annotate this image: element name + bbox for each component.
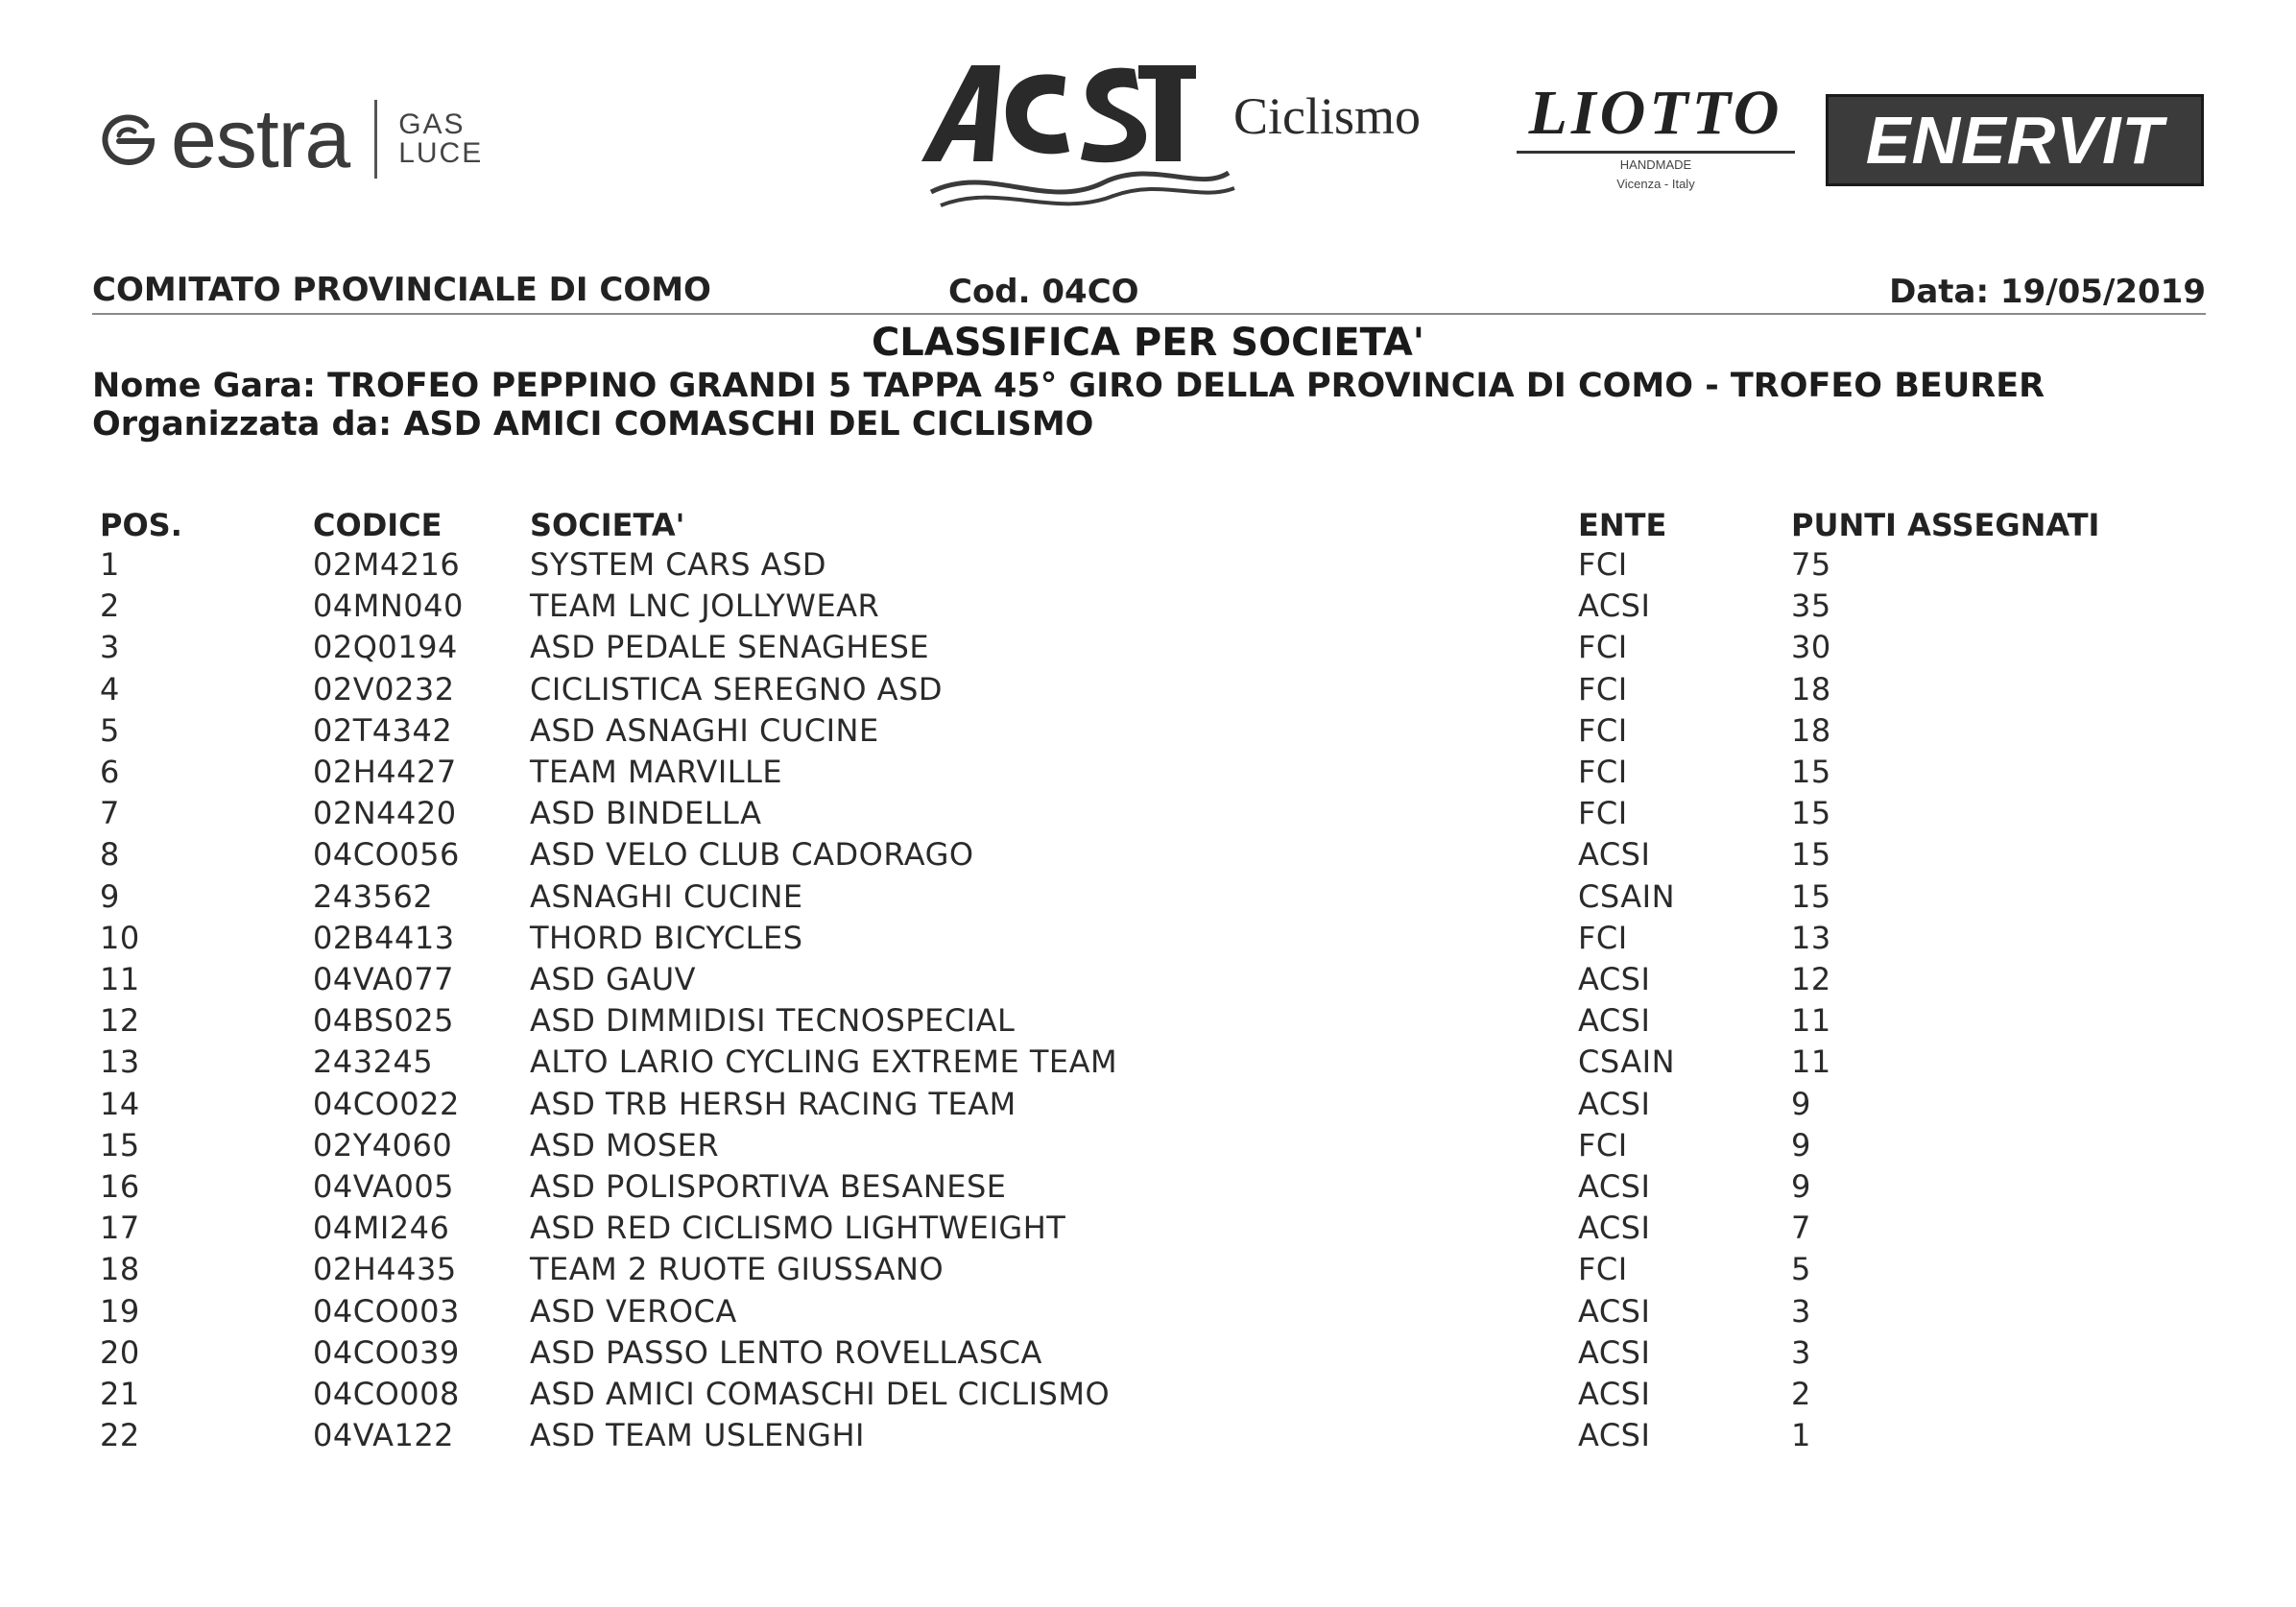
cell-ente: FCI xyxy=(1578,919,1628,956)
cell-ente: ACSI xyxy=(1578,1085,1651,1122)
cell-codice: 02H4427 xyxy=(313,754,457,790)
cell-societa: CICLISTICA SEREGNO ASD xyxy=(530,670,944,708)
cell-codice: 04CO008 xyxy=(313,1376,460,1412)
cell-codice: 02N4420 xyxy=(313,795,457,832)
cell-codice: 04CO022 xyxy=(313,1085,460,1122)
race-name: Nome Gara: TROFEO PEPPINO GRANDI 5 TAPPA 45° GIRO DELLA PROVINCIA DI COMO - TROFEO BEURER xyxy=(92,367,2045,405)
estra-swirl-icon xyxy=(96,107,161,172)
liotto-wordmark: LIOTTO xyxy=(1528,78,1783,148)
table-row xyxy=(0,1331,2296,1374)
cell-punti: 75 xyxy=(1791,546,1831,583)
cell-codice: 04CO003 xyxy=(313,1292,460,1330)
cell-societa: ASNAGHI CUCINE xyxy=(530,877,803,915)
cell-pos: 15 xyxy=(100,1126,140,1163)
liotto-logo xyxy=(1497,78,1814,191)
cell-societa: ASD TEAM USLENGHI xyxy=(530,1417,865,1454)
cell-pos: 18 xyxy=(100,1251,140,1288)
cell-codice: 04VA122 xyxy=(313,1417,455,1454)
table-row xyxy=(0,1165,2296,1208)
cell-societa: TEAM MARVILLE xyxy=(530,754,783,790)
sponsor-logos xyxy=(0,0,2296,250)
cell-punti: 5 xyxy=(1791,1251,1811,1288)
cell-ente: FCI xyxy=(1578,711,1628,749)
cell-ente: FCI xyxy=(1578,754,1628,790)
cell-punti: 15 xyxy=(1791,877,1831,915)
acsi-emblem-icon xyxy=(912,48,1238,221)
cell-societa: ASD VELO CLUB CADORAGO xyxy=(530,836,974,874)
cell-punti: 2 xyxy=(1791,1376,1811,1412)
cell-societa: ASD POLISPORTIVA BESANESE xyxy=(530,1168,1007,1205)
table-row xyxy=(0,833,2296,875)
cell-codice: 02T4342 xyxy=(313,711,453,749)
cell-pos: 6 xyxy=(100,754,120,790)
table-row xyxy=(0,668,2296,710)
cell-punti: 35 xyxy=(1791,588,1831,625)
cell-societa: ASD RED CICLISMO LIGHTWEIGHT xyxy=(530,1210,1066,1247)
cell-codice: 02H4435 xyxy=(313,1251,457,1288)
cell-societa: ASD MOSER xyxy=(530,1126,720,1163)
cell-ente: ACSI xyxy=(1578,1002,1651,1040)
table-row xyxy=(0,1248,2296,1290)
acsi-ciclismo-logo xyxy=(912,48,1422,221)
table-row xyxy=(0,917,2296,959)
table-row xyxy=(0,626,2296,668)
table-row xyxy=(0,1041,2296,1083)
cell-codice: 04VA077 xyxy=(313,961,455,997)
cell-codice: 04MN040 xyxy=(313,588,464,625)
cell-pos: 13 xyxy=(100,1043,140,1081)
cell-ente: FCI xyxy=(1578,546,1628,583)
header-rule xyxy=(92,313,2206,315)
estra-divider xyxy=(374,100,377,179)
cell-pos: 8 xyxy=(100,836,120,874)
cell-pos: 17 xyxy=(100,1210,140,1247)
cell-pos: 2 xyxy=(100,588,120,625)
table-row xyxy=(0,709,2296,752)
cell-codice: 243245 xyxy=(313,1043,434,1081)
race-organizer: Organizzata da: ASD AMICI COMASCHI DEL CICLISMO xyxy=(92,405,1094,444)
table-row xyxy=(0,1414,2296,1456)
committee-code: Cod. 04CO xyxy=(948,273,1139,311)
cell-punti: 9 xyxy=(1791,1168,1811,1205)
column-header-pos: POS. xyxy=(100,507,182,543)
table-row xyxy=(0,999,2296,1042)
cell-societa: ASD PASSO LENTO ROVELLASCA xyxy=(530,1333,1042,1371)
cell-codice: 04CO039 xyxy=(313,1333,460,1371)
cell-codice: 02B4413 xyxy=(313,919,455,956)
column-header-codice: CODICE xyxy=(313,507,442,543)
cell-pos: 11 xyxy=(100,961,140,997)
cell-societa: TEAM LNC JOLLYWEAR xyxy=(530,588,880,625)
cell-ente: FCI xyxy=(1578,1126,1628,1163)
cell-codice: 02V0232 xyxy=(313,670,455,708)
cell-pos: 10 xyxy=(100,919,140,956)
cell-pos: 16 xyxy=(100,1168,140,1205)
cell-ente: ACSI xyxy=(1578,1168,1651,1205)
table-row xyxy=(0,1083,2296,1125)
acsi-ciclismo-word: Ciclismo xyxy=(1233,87,1422,145)
table-row xyxy=(0,1290,2296,1332)
cell-punti: 11 xyxy=(1791,1043,1831,1081)
cell-punti: 18 xyxy=(1791,670,1831,708)
cell-punti: 18 xyxy=(1791,711,1831,749)
cell-ente: FCI xyxy=(1578,629,1628,666)
cell-ente: ACSI xyxy=(1578,1417,1651,1454)
enervit-logo xyxy=(1826,94,2204,186)
cell-societa: ALTO LARIO CYCLING EXTREME TEAM xyxy=(530,1043,1118,1081)
estra-subtitle xyxy=(398,110,483,168)
enervit-wordmark: ENERVIT xyxy=(1865,103,2164,178)
cell-ente: ACSI xyxy=(1578,1292,1651,1330)
cell-ente: CSAIN xyxy=(1578,1043,1676,1081)
cell-codice: 04MI246 xyxy=(313,1210,450,1247)
column-header-punti: PUNTI ASSEGNATI xyxy=(1791,507,2100,543)
table-row xyxy=(0,1207,2296,1249)
cell-pos: 12 xyxy=(100,1002,140,1040)
cell-ente: ACSI xyxy=(1578,588,1651,625)
cell-societa: ASD VEROCA xyxy=(530,1292,737,1330)
cell-codice: 02M4216 xyxy=(313,546,461,583)
cell-societa: ASD AMICI COMASCHI DEL CICLISMO xyxy=(530,1376,1111,1412)
estra-wordmark: estra xyxy=(171,93,350,185)
cell-punti: 3 xyxy=(1791,1333,1811,1371)
cell-societa: SYSTEM CARS ASD xyxy=(530,546,827,583)
cell-ente: ACSI xyxy=(1578,836,1651,874)
cell-ente: ACSI xyxy=(1578,1333,1651,1371)
estra-luce: LUCE xyxy=(398,137,484,169)
cell-pos: 3 xyxy=(100,629,120,666)
committee-name: COMITATO PROVINCIALE DI COMO xyxy=(92,271,711,309)
cell-societa: TEAM 2 RUOTE GIUSSANO xyxy=(530,1251,945,1288)
cell-societa: ASD PEDALE SENAGHESE xyxy=(530,629,930,666)
cell-societa: ASD BINDELLA xyxy=(530,795,762,832)
cell-ente: ACSI xyxy=(1578,1376,1651,1412)
cell-codice: 02Y4060 xyxy=(313,1126,453,1163)
cell-punti: 15 xyxy=(1791,795,1831,832)
cell-punti: 15 xyxy=(1791,836,1831,874)
cell-punti: 7 xyxy=(1791,1210,1811,1247)
cell-societa: ASD GAUV xyxy=(530,961,697,997)
cell-punti: 15 xyxy=(1791,754,1831,790)
cell-ente: ACSI xyxy=(1578,961,1651,997)
cell-pos: 5 xyxy=(100,711,120,749)
table-row xyxy=(0,585,2296,627)
cell-ente: FCI xyxy=(1578,1251,1628,1288)
table-row xyxy=(0,875,2296,918)
cell-pos: 20 xyxy=(100,1333,140,1371)
cell-punti: 13 xyxy=(1791,919,1831,956)
table-row xyxy=(0,792,2296,834)
table-row xyxy=(0,543,2296,586)
table-row xyxy=(0,751,2296,793)
cell-pos: 4 xyxy=(100,670,120,708)
cell-codice: 243562 xyxy=(313,877,434,915)
estra-logo xyxy=(96,86,483,192)
liotto-underline xyxy=(1517,151,1795,154)
table-row xyxy=(0,1124,2296,1166)
cell-pos: 21 xyxy=(100,1376,140,1412)
cell-punti: 3 xyxy=(1791,1292,1811,1330)
cell-ente: CSAIN xyxy=(1578,877,1676,915)
cell-pos: 22 xyxy=(100,1417,140,1454)
table-row xyxy=(0,958,2296,1000)
cell-pos: 14 xyxy=(100,1085,140,1122)
document-date: Data: 19/05/2019 xyxy=(1889,273,2206,311)
cell-pos: 9 xyxy=(100,877,120,915)
table-row xyxy=(0,1373,2296,1415)
cell-punti: 9 xyxy=(1791,1085,1811,1122)
page-title: CLASSIFICA PER SOCIETA' xyxy=(871,321,1425,365)
cell-punti: 11 xyxy=(1791,1002,1831,1040)
cell-punti: 12 xyxy=(1791,961,1831,997)
cell-codice: 04CO056 xyxy=(313,836,460,874)
liotto-origin: Vicenza - Italy xyxy=(1616,177,1695,191)
cell-ente: FCI xyxy=(1578,670,1628,708)
estra-gas: GAS xyxy=(398,108,466,140)
cell-codice: 04VA005 xyxy=(313,1168,455,1205)
cell-pos: 19 xyxy=(100,1292,140,1330)
cell-punti: 30 xyxy=(1791,629,1831,666)
cell-ente: FCI xyxy=(1578,795,1628,832)
cell-societa: THORD BICYCLES xyxy=(530,919,803,956)
cell-societa: ASD DIMMIDISI TECNOSPECIAL xyxy=(530,1002,1016,1040)
cell-societa: ASD TRB HERSH RACING TEAM xyxy=(530,1085,1016,1122)
column-header-ente: ENTE xyxy=(1578,507,1667,543)
cell-codice: 02Q0194 xyxy=(313,629,458,666)
column-header-societa: SOCIETA' xyxy=(530,507,685,543)
cell-codice: 04BS025 xyxy=(313,1002,454,1040)
cell-ente: ACSI xyxy=(1578,1210,1651,1247)
cell-punti: 9 xyxy=(1791,1126,1811,1163)
liotto-handmade: HANDMADE xyxy=(1619,157,1692,172)
cell-pos: 7 xyxy=(100,795,120,832)
cell-pos: 1 xyxy=(100,546,120,583)
cell-societa: ASD ASNAGHI CUCINE xyxy=(530,711,879,749)
cell-punti: 1 xyxy=(1791,1417,1811,1454)
